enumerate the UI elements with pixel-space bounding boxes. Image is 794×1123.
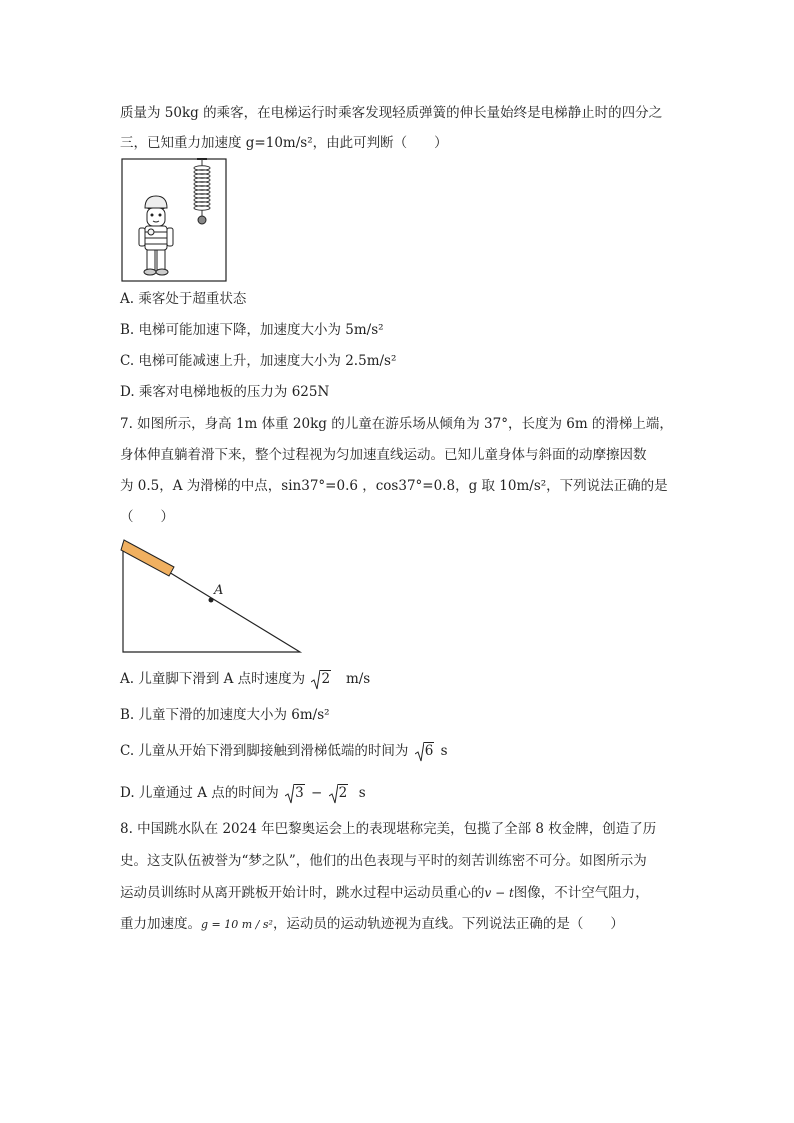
q7-option-a-unit: m/s [345, 671, 371, 687]
q7-option-c-unit: s [440, 743, 448, 759]
q6-option-b: B. 电梯可能加速下降，加速度大小为 5m/s² [120, 322, 384, 338]
q8-text-line3-post: 图像，不计空气阻力， [513, 885, 649, 901]
q7-option-d-radicand2: 2 [338, 785, 348, 801]
q8-vt-symbol: v − t [484, 886, 514, 900]
q7-option-d-radicand1: 3 [295, 785, 304, 801]
q7-option-a-text: A. 儿童脚下滑到 A 点时速度为 [120, 671, 306, 687]
slide-incline-figure [118, 534, 308, 656]
q7-option-d-text: D. 儿童通过 A 点的时间为 [120, 785, 279, 801]
q7-option-d-minus: − [310, 785, 323, 801]
q8-text-line1: 8. 中国跳水队在 2024 年巴黎奥运会上的表现堪称完美，包揽了全部 8 枚金牌，创造了历 [120, 821, 657, 837]
hanging-ball-icon [198, 216, 206, 224]
q6-text-line1: 质量为 50kg 的乘客，在电梯运行时乘客发现轻质弹簧的伸长量始终是电梯静止时的四分之 [120, 105, 663, 121]
q8-text-line3 [120, 884, 649, 902]
q7-option-c [120, 742, 448, 760]
q7-option-d [120, 784, 366, 802]
q7-option-c-text: C. 儿童从开始下滑到脚接触到滑梯低端的时间为 [120, 743, 409, 759]
sqrt-symbol [415, 742, 435, 760]
q6-option-d: D. 乘客对电梯地板的压力为 625N [120, 384, 330, 400]
q7-text-line2: 身体伸直躺着滑下来，整个过程视为匀加速直线运动。已知儿童身体与斜面的动摩擦因数 [120, 447, 647, 463]
q7-text-line4: （ ） [120, 509, 174, 525]
q7-text-line3: 为 0.5，A 为滑梯的中点，sin37°=0.6 ，cos37°=0.8，g 取 10m/s²，下列说法正确的是 [120, 478, 668, 494]
q8-text-line3-pre: 运动员训练时从离开跳板开始计时，跳水过程中运动员重心的 [120, 885, 485, 901]
q6-option-a: A. 乘客处于超重状态 [120, 291, 247, 307]
q6-text-line2: 三，已知重力加速度 g=10m/s²，由此可判断（ ） [120, 135, 448, 151]
elevator-figure [121, 158, 227, 282]
q8-text-line4 [120, 915, 624, 934]
sqrt-symbol [311, 670, 331, 688]
q7-option-b: B. 儿童下滑的加速度大小为 6m/s² [120, 707, 330, 723]
midpoint-a-dot [209, 598, 214, 603]
q7-option-a [120, 670, 370, 688]
q8-text-line2: 史。这支队伍被誉为“梦之队”，他们的出色表现与平时的刻苦训练密不可分。如图所示为 [120, 853, 647, 869]
sqrt-symbol [329, 784, 349, 802]
q8-text-line4-pre: 重力加速度。 [120, 916, 201, 932]
q7-option-a-radicand: 2 [321, 671, 331, 687]
q8-text-line4-post: ，运动员的运动轨迹视为直线。下列说法正确的是（ ） [272, 916, 624, 932]
q7-option-c-radicand: 6 [424, 743, 434, 759]
midpoint-a-label: A [214, 583, 224, 598]
elevator-box [122, 159, 226, 281]
q6-option-c: C. 电梯可能减速上升，加速度大小为 2.5m/s² [120, 353, 397, 369]
q7-text-line1: 7. 如图所示，身高 1m 体重 20kg 的儿童在游乐场从倾角为 37°，长度为 6m 的滑梯上端， [120, 416, 673, 432]
q7-option-d-unit: s [358, 785, 366, 801]
sqrt-symbol [285, 784, 305, 802]
q8-gravity-formula: g = 10 m / s² [201, 918, 273, 931]
